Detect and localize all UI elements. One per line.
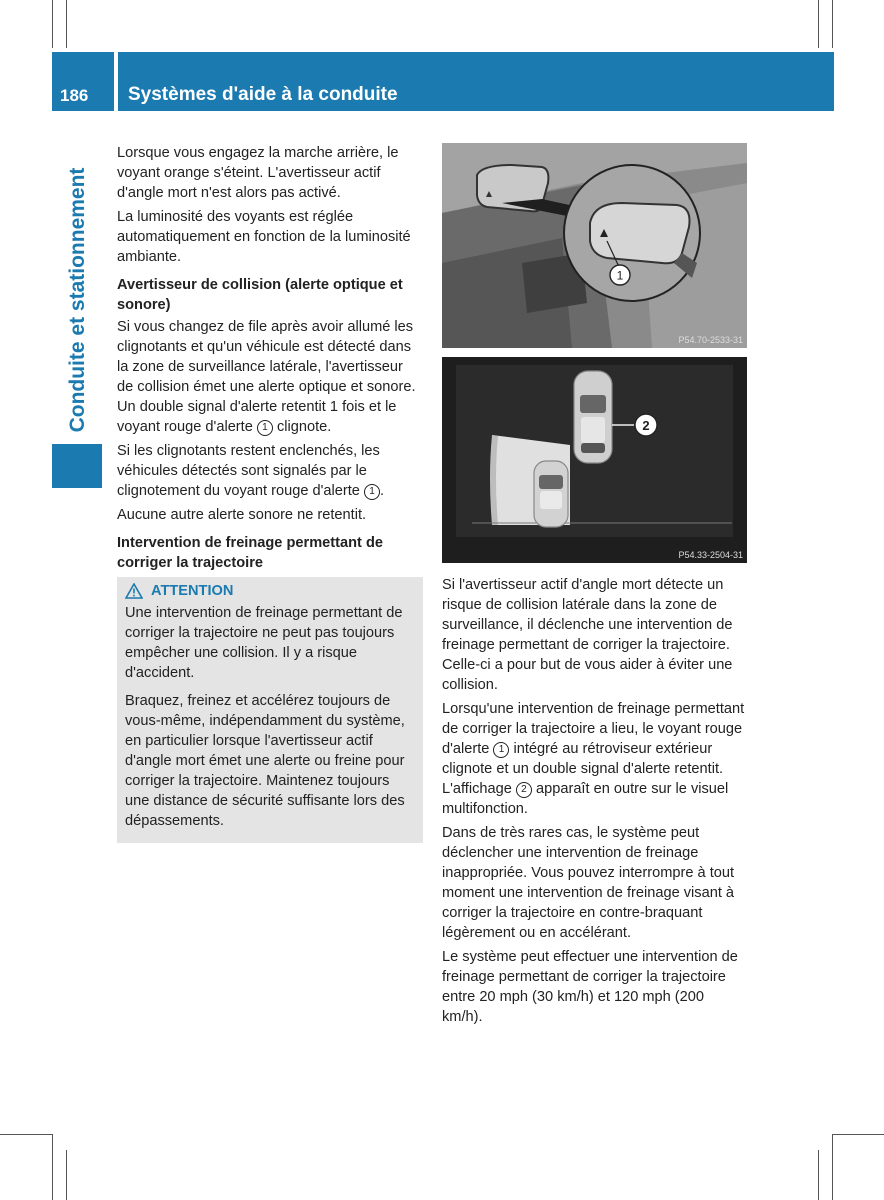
paragraph: Dans de très rares cas, le système peut déclencher une intervention de freinage inappropriée. Vous pouvez interrompre à tout moment une intervention de freinage visant à corriger la trajectoire en contre-braquant légèrement ou en accélérant.: [442, 825, 735, 941]
callout-2-label: 2: [642, 418, 650, 433]
section-heading: Intervention de freinage permettant de corriger la trajectoire: [117, 535, 383, 571]
left-column: [117, 143, 423, 843]
paragraph: [117, 441, 423, 501]
crop-mark: [832, 0, 833, 48]
paragraph: Si l'avertisseur actif d'angle mort détecte un risque de collision latérale dans la zone de surveillance, il déclenche une intervention de freinage permettant de corriger la trajectoire. Celle-ci a pour but de vous aider à éviter une collision.: [442, 577, 733, 693]
crop-mark: [818, 0, 819, 48]
mirror-illustration: [442, 143, 747, 348]
callout-1-label: 1: [616, 268, 624, 283]
multifunction-display-image: [442, 357, 747, 563]
section-heading: Avertisseur de collision (alerte optique et sonore): [117, 277, 403, 313]
text-run: Si les clignotants restent enclenchés, les véhicules détectés sont signalés par le clignotement du voyant rouge d'alerte: [117, 443, 380, 499]
paragraph: Le système peut effectuer une intervention de freinage permettant de corriger la trajectoire entre 20 mph (30 km/h) et 120 mph (200 km/h).: [442, 949, 738, 1025]
car-icon: [534, 461, 568, 527]
warning-triangle-icon: [125, 583, 143, 599]
callout-1: 1: [493, 742, 509, 758]
warning-paragraph: Une intervention de freinage permettant de corriger la trajectoire ne peut pas toujours empêcher une collision. Il y a risque d'accident.: [125, 605, 403, 681]
right-column: [442, 575, 748, 1031]
car-icon: [574, 371, 612, 463]
crop-mark: [52, 0, 53, 48]
text-run: Lorsqu'une intervention de freinage permettant de corriger la trajectoire a lieu, le voyant rouge d'alerte: [442, 701, 745, 757]
text-run: clignote.: [272, 419, 332, 435]
paragraph: [117, 317, 423, 437]
text-run: apparaît en outre sur le visuel multifonction.: [442, 781, 729, 817]
paragraph: Lorsque vous engagez la marche arrière, le voyant orange s'éteint. L'avertisseur actif d'angle mort n'est alors pas activé.: [117, 145, 399, 201]
page-title: Systèmes d'aide à la conduite: [128, 84, 398, 105]
callout-2: 2: [516, 782, 532, 798]
image-code: P54.33-2504-31: [678, 550, 743, 560]
crop-mark: [832, 1134, 833, 1200]
warning-header: [125, 581, 415, 601]
crop-mark: [66, 0, 67, 48]
warning-box: [117, 577, 423, 843]
paragraph: [442, 699, 748, 819]
page-number: 186: [60, 86, 89, 105]
paragraph: La luminosité des voyants est réglée automatiquement en fonction de la luminosité ambiante.: [117, 209, 411, 265]
paragraph: Aucune autre alerte sonore ne retentit.: [117, 507, 367, 523]
crop-mark: [52, 1134, 53, 1200]
callout-1: 1: [257, 420, 273, 436]
side-tab-label: Conduite et stationnement: [66, 167, 89, 433]
crop-mark: [66, 1150, 67, 1200]
warning-paragraph: Braquez, freinez et accélérez toujours de vous-même, indépendamment du système, en particulier lorsque l'avertisseur actif d'angle mort émet une alerte ou freine pour corriger la trajectoire. Maintenez toujours une distance de sécurité suffisante lors des dépassements.: [125, 693, 405, 829]
mirror-photo: [442, 143, 747, 348]
callout-1: 1: [364, 484, 380, 500]
crop-mark: [818, 1150, 819, 1200]
blind-spot-illustration: [442, 357, 747, 563]
warning-title: ATTENTION: [151, 583, 234, 599]
text-run: Si vous changez de file après avoir allumé les clignotants et qu'un véhicule est détecté dans la zone de surveillance latérale, l'avertisseur de collision émet une alerte optique et sonore. Un double signal d'alerte retentit 1 fois et le voyant rouge d'alerte: [117, 319, 416, 435]
text-run: intégré au rétroviseur extérieur clignote et un double signal d'alerte retentit. L'affichage: [442, 741, 724, 797]
image-code: P54.70-2533-31: [678, 335, 743, 345]
crop-mark: [832, 1134, 884, 1135]
side-tab-marker: [52, 444, 102, 488]
crop-mark: [0, 1134, 52, 1135]
text-run: .: [379, 483, 385, 499]
